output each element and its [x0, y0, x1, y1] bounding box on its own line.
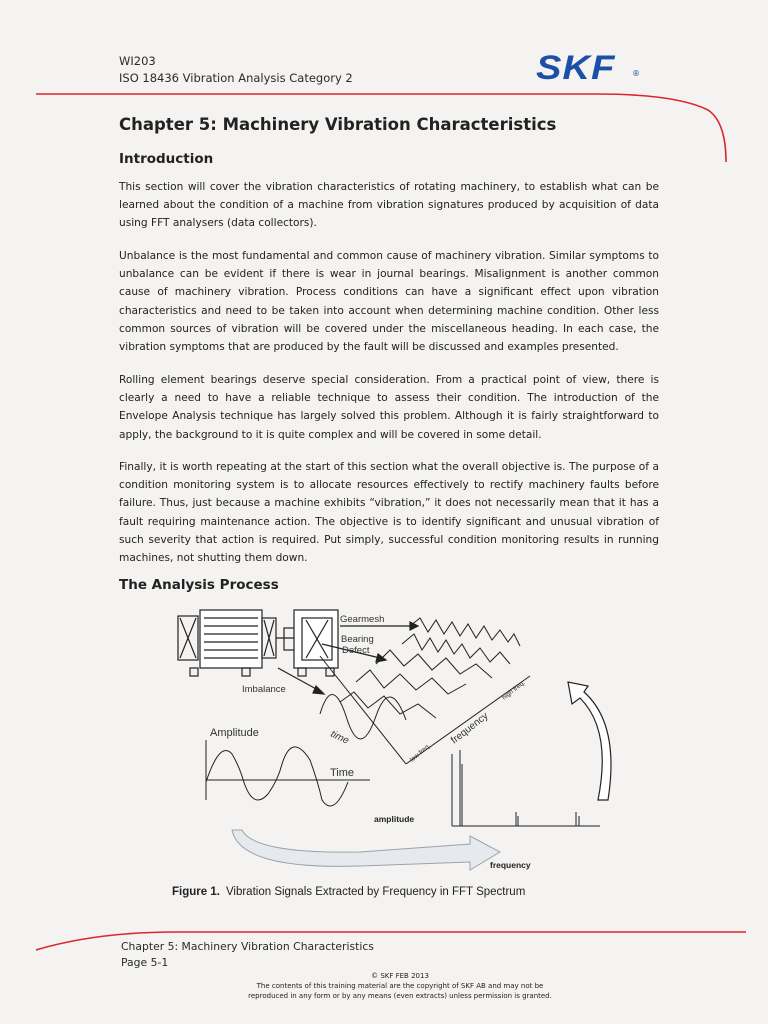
intro-paragraph-1: This section will cover the vibration characteristics of rotating machinery, to establish what can be learned about the condition of a machine from vibration signatures produced by acquisition of data using FFT analysers (data collectors). — [119, 181, 659, 230]
figure-caption-text: Vibration Signals Extracted by Frequency in FFT Spectrum — [225, 886, 526, 898]
skf-logo: SKF — [536, 49, 616, 87]
copyright-notice-2: reproduced in any form or by any means (even extracts) unless permission is granted. — [248, 992, 552, 1000]
label-time-axis: time — [328, 728, 351, 747]
intro-paragraph-4: Finally, it is worth repeating at the start of this section what the overall objective is. The purpose of a condition monitoring system is to allocate resources effectively to rectify machinery faults before failure. Thus, just because a machine exhibits “vibration,” it does not necessarily mean that it has a fault requiring maintenance action. The objective is to identify significant and unusual vibration of such severity that action is required. Put simply, successful condition monitoring results in running machines, not shutting them down. — [119, 461, 659, 565]
label-low-freq: low freq. — [408, 742, 433, 764]
label-frequency-axis: frequency — [449, 710, 491, 747]
document-header — [119, 53, 353, 87]
analysis-heading: The Analysis Process — [119, 577, 279, 593]
label-amplitude-small: amplitude — [374, 814, 415, 824]
label-bearing: Bearing — [341, 634, 374, 645]
label-frequency-small: frequency — [490, 860, 531, 870]
copyright-line: © SKF FEB 2013 — [371, 972, 429, 980]
figure-label: Figure 1. — [172, 886, 220, 898]
label-high-freq: high freq. — [500, 679, 527, 702]
curved-arrow-right-icon — [232, 830, 500, 870]
doc-code: WI203 — [119, 54, 156, 68]
copyright-notice — [160, 971, 640, 1001]
registered-mark: ® — [632, 69, 640, 78]
page-footer — [121, 939, 374, 971]
copyright-notice-1: The contents of this training material are the copyright of SKF AB and may not be — [256, 982, 544, 990]
label-time: Time — [330, 767, 355, 779]
intro-paragraph-3: Rolling element bearings deserve special consideration. From a practical point of view, there is clearly a need to have a reliable technique to assess their condition. The introduction of the Envelope Analysis technique has largely solved this problem. Although it is fairly straightforward to apply, the background to it is quite complex and will be covered in some detail. — [119, 374, 659, 441]
label-gearmesh: Gearmesh — [340, 614, 385, 625]
footer-page-number: Page 5-1 — [121, 956, 169, 969]
gearbox-illustration — [294, 610, 338, 676]
figure-caption — [172, 886, 525, 898]
footer-chapter: Chapter 5: Machinery Vibration Characteristics — [121, 940, 374, 953]
fft-spectrum — [452, 750, 600, 826]
analysis-process-figure — [170, 604, 620, 876]
intro-paragraph-2: Unbalance is the most fundamental and common cause of machinery vibration. Similar symptoms to unbalance can be evident if there is wear in journal bearings. Misalignment is another common cause of machinery vibration. Process conditions can have a significant effect upon vibration characteristics and need to be taken into account when determining machine condition. Other less common sources of vibration will be covered under the miscellaneous heading. In each case, the vibration symptoms that are produced by the fault will be discussed and examples presented. — [119, 250, 659, 354]
label-defect: Defect — [342, 645, 370, 656]
chapter-title: Chapter 5: Machinery Vibration Characteristics — [119, 115, 557, 134]
label-imbalance: Imbalance — [242, 684, 286, 695]
motor-illustration — [178, 610, 312, 676]
course-title: ISO 18436 Vibration Analysis Category 2 — [119, 71, 353, 85]
label-amplitude: Amplitude — [210, 727, 259, 739]
curved-arrow-up-icon — [568, 682, 611, 800]
intro-heading: Introduction — [119, 151, 214, 167]
